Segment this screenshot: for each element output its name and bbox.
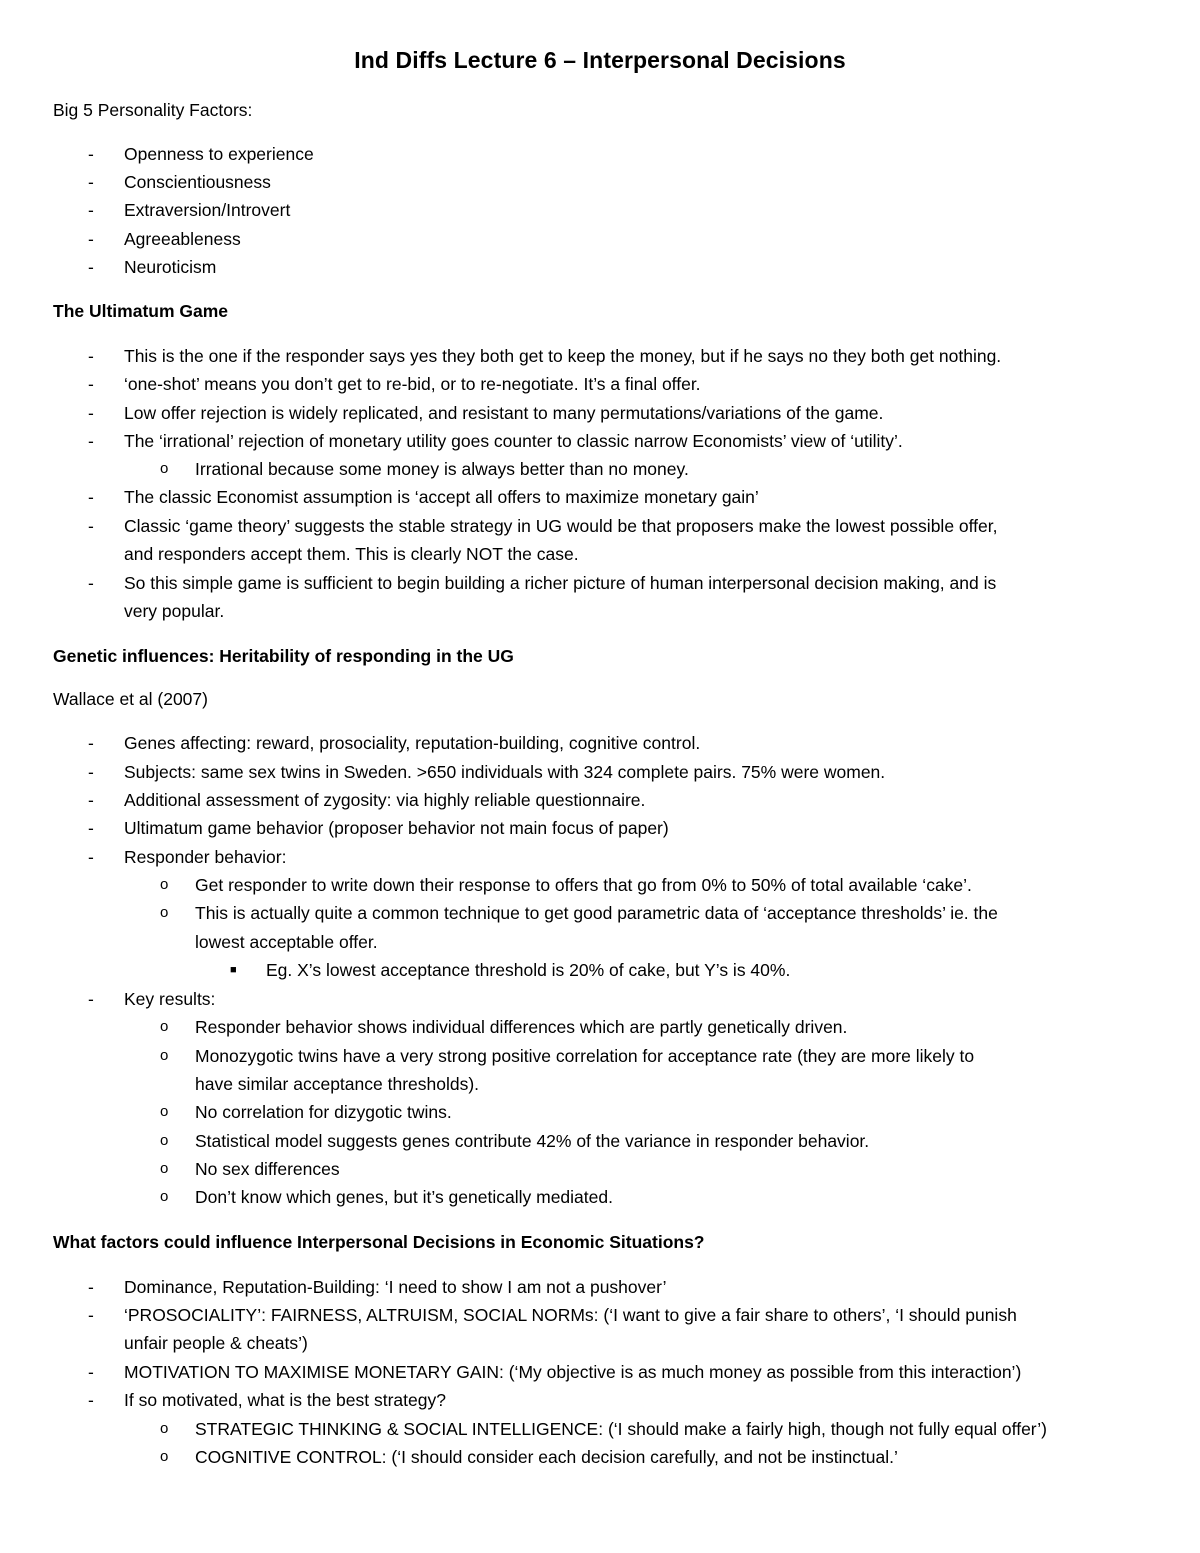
list-item: Responder behavior: [124,847,287,867]
sub-list-item-continuation: lowest acceptable offer. [195,932,378,952]
bullet-dash: - [88,403,94,423]
bullet-circle: o [160,1188,169,1205]
sub-list-item-continuation: have similar acceptance thresholds). [195,1074,480,1094]
bullet-dash: - [88,733,94,753]
factors-heading: What factors could influence Interpersonal Decisions in Economic Situations? [53,1232,705,1252]
sub-list-item: STRATEGIC THINKING & SOCIAL INTELLIGENCE: (‘I should make a fairly high, though not fully equal offer’) [195,1419,1047,1439]
sub-list-item: No correlation for dizygotic twins. [195,1102,452,1122]
bullet-dash: - [88,516,94,536]
bullet-circle: o [160,1103,169,1120]
sub-list-item: COGNITIVE CONTROL: (‘I should consider each decision carefully, and not be instinctual.’ [195,1447,898,1467]
bullet-circle: o [160,1018,169,1035]
list-item: Low offer rejection is widely replicated, and resistant to many permutations/variations of the game. [124,403,884,423]
sub-list-item: No sex differences [195,1159,340,1179]
list-item: Classic ‘game theory’ suggests the stable strategy in UG would be that proposers make the lowest possible offer, [124,516,998,536]
bullet-dash: - [88,1390,94,1410]
sub-list-item: Irrational because some money is always better than no money. [195,459,689,479]
bullet-circle: o [160,1160,169,1177]
sub-list-item: Monozygotic twins have a very strong positive correlation for acceptance rate (they are more likely to [195,1046,975,1066]
list-item-continuation: very popular. [124,601,225,621]
bullet-dash: - [88,790,94,810]
list-item-continuation: unfair people & cheats’) [124,1333,308,1353]
list-item: ‘one-shot’ means you don’t get to re-bid, or to re-negotiate. It’s a final offer. [124,374,701,394]
list-item: Subjects: same sex twins in Sweden. >650 individuals with 324 complete pairs. 75% were women. [124,762,886,782]
bullet-dash: - [88,1305,94,1325]
big5-heading: Big 5 Personality Factors: [53,100,253,120]
list-item: This is the one if the responder says yes they both get to keep the money, but if he says no they both get nothing. [124,346,1002,366]
bullet-circle: o [160,904,169,921]
page-title: Ind Diffs Lecture 6 – Interpersonal Decisions [354,47,846,73]
list-item: The ‘irrational’ rejection of monetary utility goes counter to classic narrow Economists’ view of ‘utility’. [124,431,903,451]
bullet-dash: - [88,431,94,451]
genetic-heading: Genetic influences: Heritability of responding in the UG [53,646,514,666]
bullet-dash: - [88,200,94,220]
bullet-dash: - [88,257,94,277]
ultimatum-heading: The Ultimatum Game [53,301,229,321]
bullet-dash: - [88,989,94,1009]
list-item: The classic Economist assumption is ‘accept all offers to maximize monetary gain’ [124,487,759,507]
bullet-dash: - [88,818,94,838]
bullet-circle: o [160,1420,169,1437]
big5-item: Conscientiousness [124,172,271,192]
bullet-dash: - [88,762,94,782]
sub-list-item: This is actually quite a common technique to get good parametric data of ‘acceptance thresholds’ ie. the [195,903,998,923]
citation: Wallace et al (2007) [53,689,208,709]
bullet-dash: - [88,346,94,366]
bullet-dash: - [88,374,94,394]
bullet-dash: - [88,229,94,249]
bullet-dash: - [88,144,94,164]
big5-item: Agreeableness [124,229,241,249]
list-item: If so motivated, what is the best strategy? [124,1390,446,1410]
list-item: Ultimatum game behavior (proposer behavior not main focus of paper) [124,818,669,838]
list-item: ‘PROSOCIALITY’: FAIRNESS, ALTRUISM, SOCIAL NORMs: (‘I want to give a fair share to others’, ‘I should punish [124,1305,1017,1325]
list-item: Key results: [124,989,216,1009]
list-item: Additional assessment of zygosity: via highly reliable questionnaire. [124,790,646,810]
bullet-circle: o [160,876,169,893]
list-item: Genes affecting: reward, prosociality, reputation-building, cognitive control. [124,733,701,753]
list-item-continuation: and responders accept them. This is clearly NOT the case. [124,544,579,564]
sub-list-item: Don’t know which genes, but it’s genetically mediated. [195,1187,613,1207]
bullet-circle: o [160,1047,169,1064]
sub-list-item: Responder behavior shows individual differences which are partly genetically driven. [195,1017,848,1037]
bullet-dash: - [88,172,94,192]
bullet-circle: o [160,460,169,477]
big5-item: Neuroticism [124,257,217,277]
bullet-dash: - [88,1362,94,1382]
big5-item: Openness to experience [124,144,314,164]
bullet-dash: - [88,573,94,593]
bullet-circle: o [160,1448,169,1465]
bullet-dash: - [88,847,94,867]
list-item: Dominance, Reputation-Building: ‘I need to show I am not a pushover’ [124,1277,667,1297]
bullet-circle: o [160,1132,169,1149]
big5-item: Extraversion/Introvert [124,200,291,220]
bullet-dash: - [88,487,94,507]
list-item: MOTIVATION TO MAXIMISE MONETARY GAIN: (‘My objective is as much money as possible from this interaction’) [124,1362,1022,1382]
bullet-dash: - [88,1277,94,1297]
sub-list-item: Get responder to write down their response to offers that go from 0% to 50% of total available ‘cake’. [195,875,972,895]
list-item: So this simple game is sufficient to begin building a richer picture of human interpersonal decision making, and is [124,573,997,593]
sub-sub-list-item: Eg. X’s lowest acceptance threshold is 20% of cake, but Y’s is 40%. [266,960,791,980]
sub-list-item: Statistical model suggests genes contribute 42% of the variance in responder behavior. [195,1131,870,1151]
bullet-square: ■ [230,964,237,976]
